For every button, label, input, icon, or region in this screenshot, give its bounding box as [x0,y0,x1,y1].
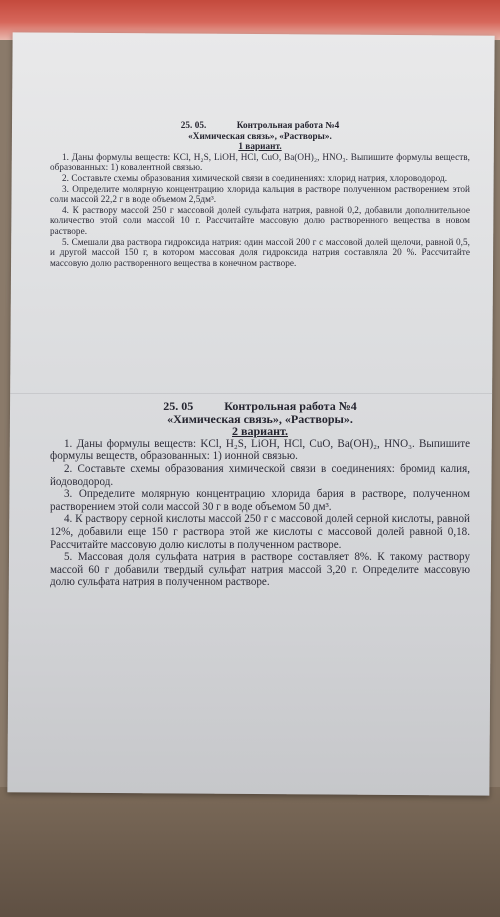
variant-1-date: 25. 05. [180,120,207,130]
variant-2-title: Контрольная работа №4 [224,399,357,413]
paper-fold [10,393,492,394]
variant-1-task-4: 4. К раствору массой 250 г массовой долей сульфата натрия, равной 0,2, добавили дополнительное количество этой соли массой 10 г. Рассчитайте массовую долю растворенного вещества в новом растворе. [50,204,470,236]
variant-1-subtitle: «Химическая связь», «Растворы». [188,130,332,141]
variant-2-date: 25. 05 [163,399,194,413]
variant-2-section [50,400,470,589]
variant-2-task-5: 5. Массовая доля сульфата натрия в растворе составляет 8%. К такому раствору массой 60 г добавили твердый сульфат натрия массой 3,20 г. Определите массовую долю сульфата натрия в полученном растворе. [50,551,470,589]
variant-2-subtitle: «Химическая связь», «Растворы». [167,411,353,426]
variant-1-title: Контрольная работа №4 [236,120,340,130]
variant-2-task-1: 1. Даны формулы веществ: KCl, H₂S, LiOH, HCl, CuO, Ba(OH)₂, HNO₃. Выпишите формулы веществ, образованных: 1) ионной связью. [50,437,470,463]
variant-1-task-5: 5. Смешали два раствора гидроксида натрия: один массой 200 г с массовой долей щелочи, равной 0,5, и другой массой 150 г, в котором массовая доля гидроксида натрия составляла 20 %. Рассчитайте массовую долю растворенного вещества в конечном растворе. [50,236,470,268]
variant-1-task-3: 3. Определите молярную концентрацию хлорида кальция в растворе полученном растворением этой соли массой 22,2 г в воде объемом 2,5дм³. [50,183,470,205]
variant-1-header [50,120,470,131]
variant-1-section [50,120,470,268]
variant-2-header [50,400,470,413]
variant-1-task-2: 2. Составьте схемы образования химической связи в соединениях: хлорид натрия, хлороводород. [62,172,448,183]
variant-2-label: 2 вариант. [232,424,288,439]
background-table [0,787,500,917]
variant-1-task-1: 1. Даны формулы веществ: KCl, H₂S, LiOH, HCl, CuO, Ba(OH)₂, HNO₃. Выпишите формулы веществ, образованных: 1) ковалентной связью. [50,151,470,173]
variant-2-task-2: 2. Составьте схемы образования химической связи в соединениях: бромид калия, йодоводород. [50,462,470,488]
variant-2-task-3: 3. Определите молярную концентрацию хлорида бария в растворе, полученном растворением этой соли массой 30 г в воде объемом 50 дм³. [50,488,470,513]
variant-1-label: 1 вариант. [238,141,282,152]
variant-2-task-4: 4. К раствору серной кислоты массой 250 г с массовой долей серной кислоты, равной 12%, добавили еще 150 г раствора этой же кислоты с массовой долей равной 0,18. Рассчитайте массовую долю кислоты в полученном растворе. [50,513,470,551]
